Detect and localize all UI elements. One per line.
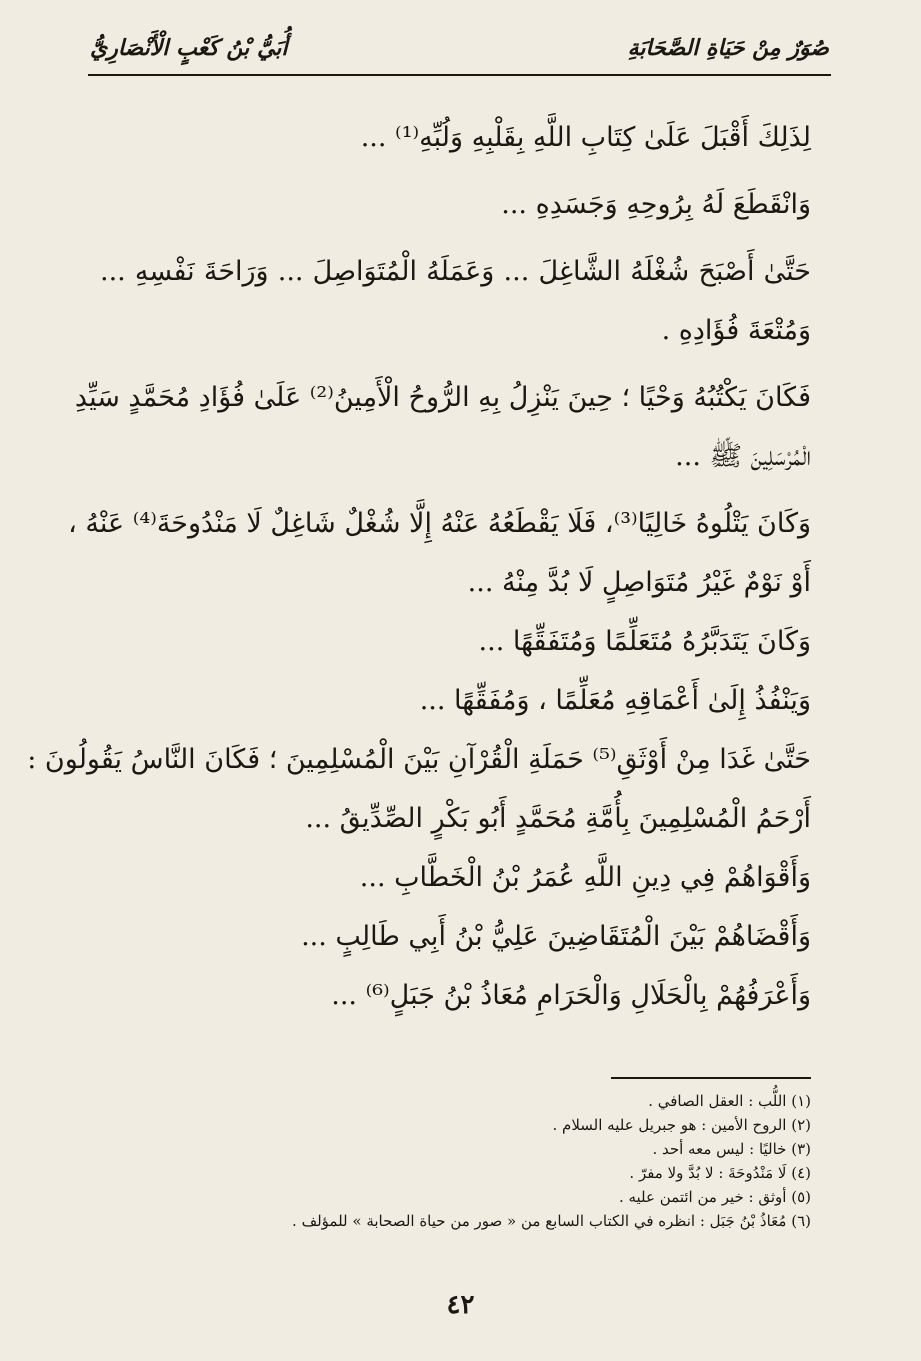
text-line: وَأَعْرَفُهُمْ بِالْحَلَالِ وَالْحَرَامِ مُعَاذُ بْنُ جَبَلٍ⁽⁶⁾ ... bbox=[331, 980, 811, 1011]
text-line: حَتَّىٰ أَصْبَحَ شُغْلَهُ الشَّاغِلَ ... وَعَمَلَهُ الْمُتَوَاصِلَ ... وَرَاحَةَ نَفْسِهِ ... bbox=[100, 256, 811, 287]
text-line: الْمُرْسَلِينَ ﷺ ... bbox=[675, 441, 811, 472]
text-line: أَرْحَمُ الْمُسْلِمِينَ بِأُمَّةِ مُحَمَّدٍ أَبُو بَكْرٍ الصِّدِّيقُ ... bbox=[305, 803, 811, 834]
text-line: وَكَانَ يَتْلُوهُ خَالِيًا⁽³⁾، فَلَا يَقْطَعُهُ عَنْهُ إِلَّا شُغْلٌ شَاغِلٌ لَا مَنْدُوحَةَ⁽⁴⁾ عَنْهُ ، bbox=[68, 508, 811, 539]
footnote: (٦) مُعَاذُ بْنُ جَبَل : انظره في الكتاب السابع من « صور من حياة الصحابة » للمؤلف . bbox=[292, 1212, 811, 1230]
text-line: وَانْقَطَعَ لَهُ بِرُوحِهِ وَجَسَدِهِ ... bbox=[501, 189, 811, 220]
header-rule bbox=[88, 74, 831, 76]
text-line: وَأَقْوَاهُمْ فِي دِينِ اللَّهِ عُمَرُ بْنُ الْخَطَّابِ ... bbox=[359, 862, 811, 893]
footnote: (٤) لَا مَنْدُوحَةَ : لا بُدَّ ولا مفرّ . bbox=[629, 1164, 811, 1182]
book-title: صُوَرٌ مِنْ حَيَاةِ الصَّحَابَةِ bbox=[627, 35, 829, 61]
footnote: (٢) الروح الأمين : هو جبريل عليه السلام . bbox=[552, 1116, 811, 1134]
text-line: وَيَنْفُذُ إِلَىٰ أَعْمَاقِهِ مُعَلِّمًا ، وَمُفَقِّهًا ... bbox=[419, 685, 811, 716]
main-text bbox=[27, 118, 811, 1035]
footnote: (٣) خاليًا : ليس معه أحد . bbox=[652, 1140, 811, 1158]
text-line: وَأَقْضَاهُمْ بَيْنَ الْمُتَقَاضِينَ عَلِيُّ بْنُ أَبِي طَالِبٍ ... bbox=[301, 921, 811, 952]
footnote: (١) اللُّب : العقل الصافي . bbox=[648, 1092, 811, 1110]
chapter-title: أُبَيُّ بْنُ كَعْبٍ الْأَنْصَارِيُّ bbox=[90, 35, 288, 61]
page-number: ٤٢ bbox=[446, 1290, 475, 1320]
text-line: وَكَانَ يَتَدَبَّرُهُ مُتَعَلِّمًا وَمُتَفَقِّهًا ... bbox=[478, 626, 811, 657]
footnote: (٥) أوثق : خير من ائتمن عليه . bbox=[618, 1188, 811, 1206]
footnotes bbox=[200, 1089, 811, 1233]
text-line: حَتَّىٰ غَدَا مِنْ أَوْثَقِ⁽⁵⁾ حَمَلَةِ الْقُرْآنِ بَيْنَ الْمُسْلِمِينَ ؛ فَكَانَ النَّاسُ يَقُولُونَ : bbox=[27, 744, 811, 775]
text-line: أَوْ نَوْمٌ غَيْرُ مُتَوَاصِلٍ لَا بُدَّ مِنْهُ ... bbox=[467, 567, 811, 598]
text-line: فَكَانَ يَكْتُبُهُ وَحْيًا ؛ حِينَ يَنْزِلُ بِهِ الرُّوحُ الْأَمِينُ⁽²⁾ عَلَىٰ فُؤَادِ مُحَمَّدٍ سَيِّدِ bbox=[74, 382, 811, 413]
footnote-rule bbox=[611, 1077, 811, 1079]
text-line: لِذَلِكَ أَقْبَلَ عَلَىٰ كِتَابِ اللَّهِ بِقَلْبِهِ وَلُبِّهِ⁽¹⁾ ... bbox=[360, 122, 811, 153]
running-header bbox=[90, 28, 829, 68]
text-line: وَمُتْعَةَ فُؤَادِهِ . bbox=[661, 315, 811, 346]
